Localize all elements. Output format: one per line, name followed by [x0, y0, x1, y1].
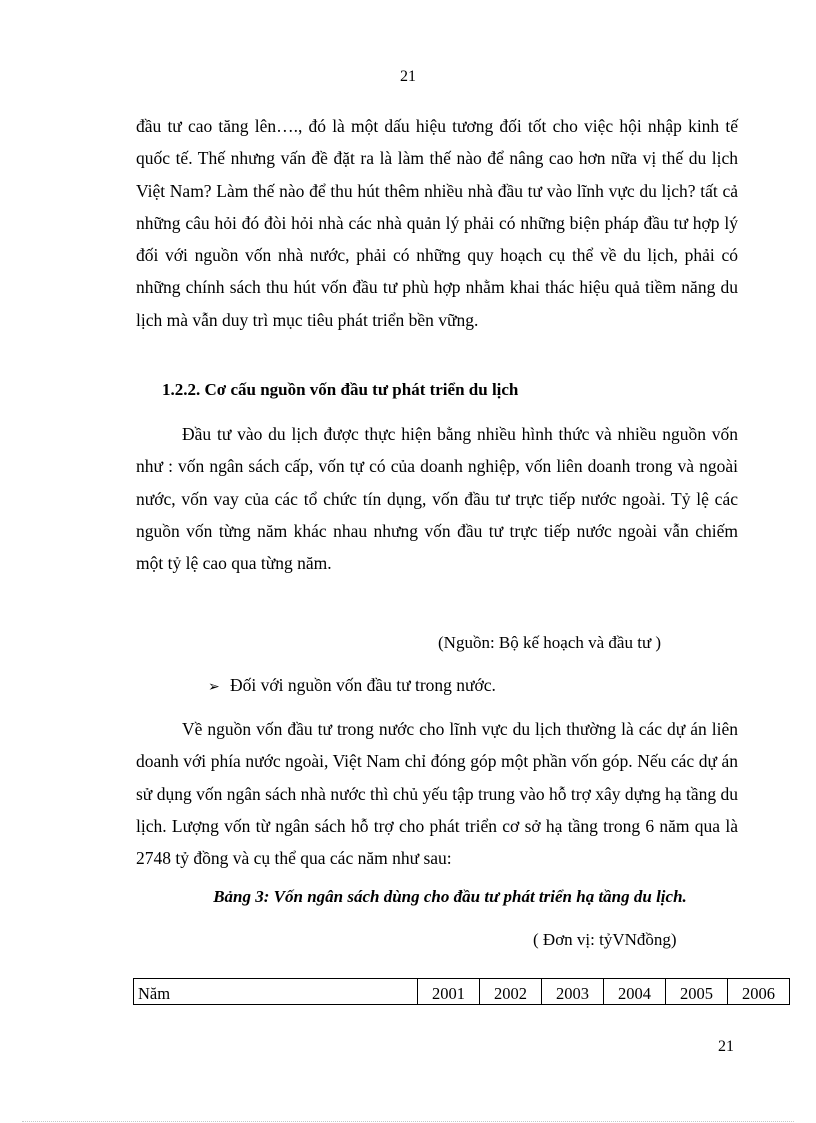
table-year-cell: 2001	[418, 979, 480, 1005]
budget-table	[133, 978, 790, 1005]
arrow-bullet-icon: ➢	[208, 680, 220, 695]
table-year-cell: 2003	[542, 979, 604, 1005]
source-note: (Nguồn: Bộ kế hoạch và đầu tư )	[438, 633, 662, 652]
paragraph-intro: đầu tư cao tăng lên…., đó là một dấu hiệu tương đối tốt cho việc hội nhập kinh tế quốc tế. Thế nhưng vấn đề đặt ra là làm thế nào để nâng cao hơn nữa vị thế du lịch Việt Nam? Làm thế nào để thu hút thêm nhiều nhà đầu tư vào lĩnh vực du lịch? tất cả những câu hỏi đó đòi hỏi nhà các nhà quản lý phải có những biện pháp đầu tư hợp lý đối với nguồn vốn nhà nước, phải có những quy hoạch cụ thể về du lịch, phải có những chính sách thu hút vốn đầu tư phù hợp nhằm khai thác hiệu quả tiềm năng du lịch mà vẫn duy trì mục tiêu phát triển bền vững.	[136, 116, 738, 330]
bullet-text: Đối với nguồn vốn đầu tư trong nước.	[230, 675, 496, 695]
table-year-cell: 2002	[480, 979, 542, 1005]
table-caption: Bảng 3: Vốn ngân sách dùng cho đầu tư phát triển hạ tầng du lịch.	[213, 887, 687, 906]
table-year-cell: 2006	[728, 979, 790, 1005]
paragraph-investment-sources: Đầu tư vào du lịch được thực hiện bằng nhiều hình thức và nhiều nguồn vốn như : vốn ngân sách cấp, vốn tự có của doanh nghiệp, vốn liên doanh trong và ngoài nước, vốn vay của các tổ chức tín dụng, vốn đầu tư trực tiếp nước ngoài. Tỷ lệ các nguồn vốn từng năm khác nhau nhưng vốn đầu tư trực tiếp nước ngoài vẫn chiếm một tỷ lệ cao qua từng năm.	[136, 424, 738, 574]
section-heading: 1.2.2. Cơ cấu nguồn vốn đầu tư phát triển du lịch	[162, 380, 519, 399]
paragraph-domestic-capital: Về nguồn vốn đầu tư trong nước cho lĩnh vực du lịch thường là các dự án liên doanh với phía nước ngoài, Việt Nam chỉ đóng góp một phần vốn góp. Nếu các dự án sử dụng vốn ngân sách nhà nước thì chủ yếu tập trung vào hỗ trợ xây dựng hạ tầng du lịch. Lượng vốn từ ngân sách hỗ trợ cho phát triển cơ sở hạ tầng trong 6 năm qua là 2748 tỷ đồng và cụ thể qua các năm như sau:	[136, 719, 738, 869]
bullet-item	[208, 675, 496, 696]
page-number-top: 21	[400, 68, 416, 85]
page-number-bottom: 21	[718, 1038, 734, 1055]
table-header-row	[134, 979, 790, 1005]
table-header-label: Năm	[134, 979, 418, 1005]
table-unit: ( Đơn vị: tỷVNđồng)	[533, 930, 677, 949]
table-year-cell: 2004	[604, 979, 666, 1005]
table-year-cell: 2005	[666, 979, 728, 1005]
page-divider	[22, 1121, 794, 1122]
